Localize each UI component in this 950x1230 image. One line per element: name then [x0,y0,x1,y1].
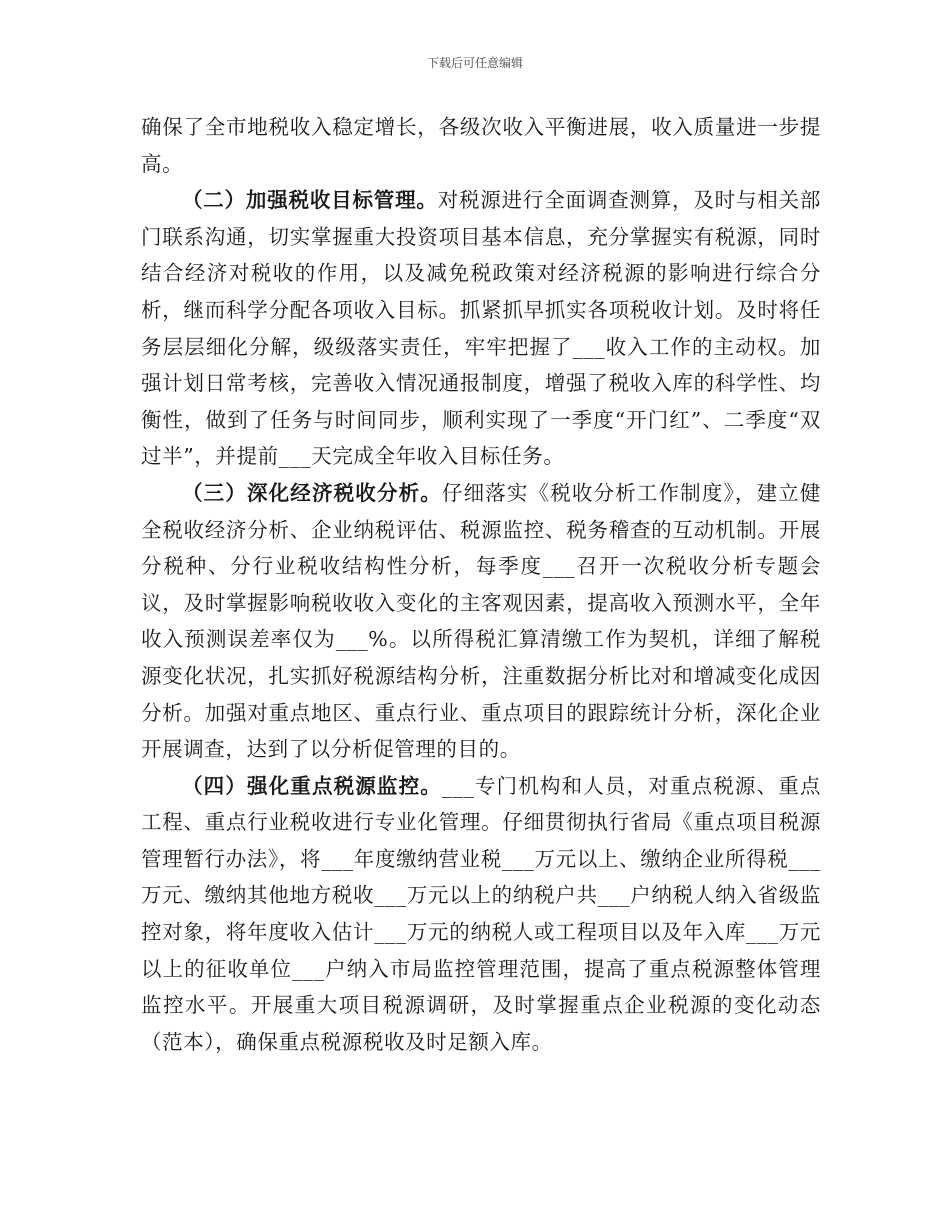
paragraph-section-3 [141,475,821,768]
section-heading: （四）强化重点税源监控。 [182,773,442,798]
paragraph-section-2 [141,182,821,475]
paragraph-text: 仔细落实《税收分析工作制度》，建立健全税收经济分析、企业纳税评估、税源监控、税务稽查的互动机制。开展分税种、分行业税收结构性分析，每季度___召开一次税收分析专题会议，及时掌握影响税收收入变化的主客观因素，提高收入预测水平，全年收入预测误差率仅为___%。以所得税汇算清缴工作为契机，详细了解税源变化状况，扎实抓好税源结构分析，注重数据分析比对和增减变化成因分析。加强对重点地区、重点行业、重点项目的跟踪统计分析，深化企业开展调查，达到了以分析促管理的目的。 [141,480,821,762]
paragraph-text: ___专门机构和人员，对重点税源、重点工程、重点行业税收进行专业化管理。仔细贯彻执行省局《重点项目税源管理暂行办法》，将___年度缴纳营业税___万元以上、缴纳企业所得税___万元、缴纳其他地方税收___万元以上的纳税户共___户纳税人纳入省级监控对象，将年度收入估计___万元的纳税人或工程项目以及年入库___万元以上的征收单位___户纳入市局监控管理范围，提高了重点税源整体管理监控水平。开展重大项目税源调研，及时掌握重点企业税源的变化动态（范本），确保重点税源税收及时足额入库。 [141,773,821,1054]
paragraph-text: 确保了全市地税收入稳定增长，各级次收入平衡进展，收入质量进一步提高。 [141,115,821,176]
paragraph-continuation [141,109,821,182]
section-heading: （三）深化经济税收分析。 [182,480,442,505]
section-heading: （二）加强税收目标管理。 [182,188,438,213]
page-header: 下载后可任意编辑 [426,56,523,70]
paragraph-text: 对税源进行全面调查测算，及时与相关部门联系沟通，切实掌握重大投资项目基本信息，充分掌握实有税源，同时结合经济对税收的作用，以及减免税政策对经济税源的影响进行综合分析，继而科学分配各项收入目标。抓紧抓早抓实各项税收计划。及时将任务层层细化分解，级级落实责任，牢牢把握了___收入工作的主动权。加强计划日常考核，完善收入情况通报制度，增强了税收入库的科学性、均衡性，做到了任务与时间同步，顺利实现了一季度“开门红”、二季度“双过半”，并提前___天完成全年收入目标任务。 [141,188,821,469]
paragraph-section-4 [141,768,821,1061]
document-body [141,109,821,1060]
